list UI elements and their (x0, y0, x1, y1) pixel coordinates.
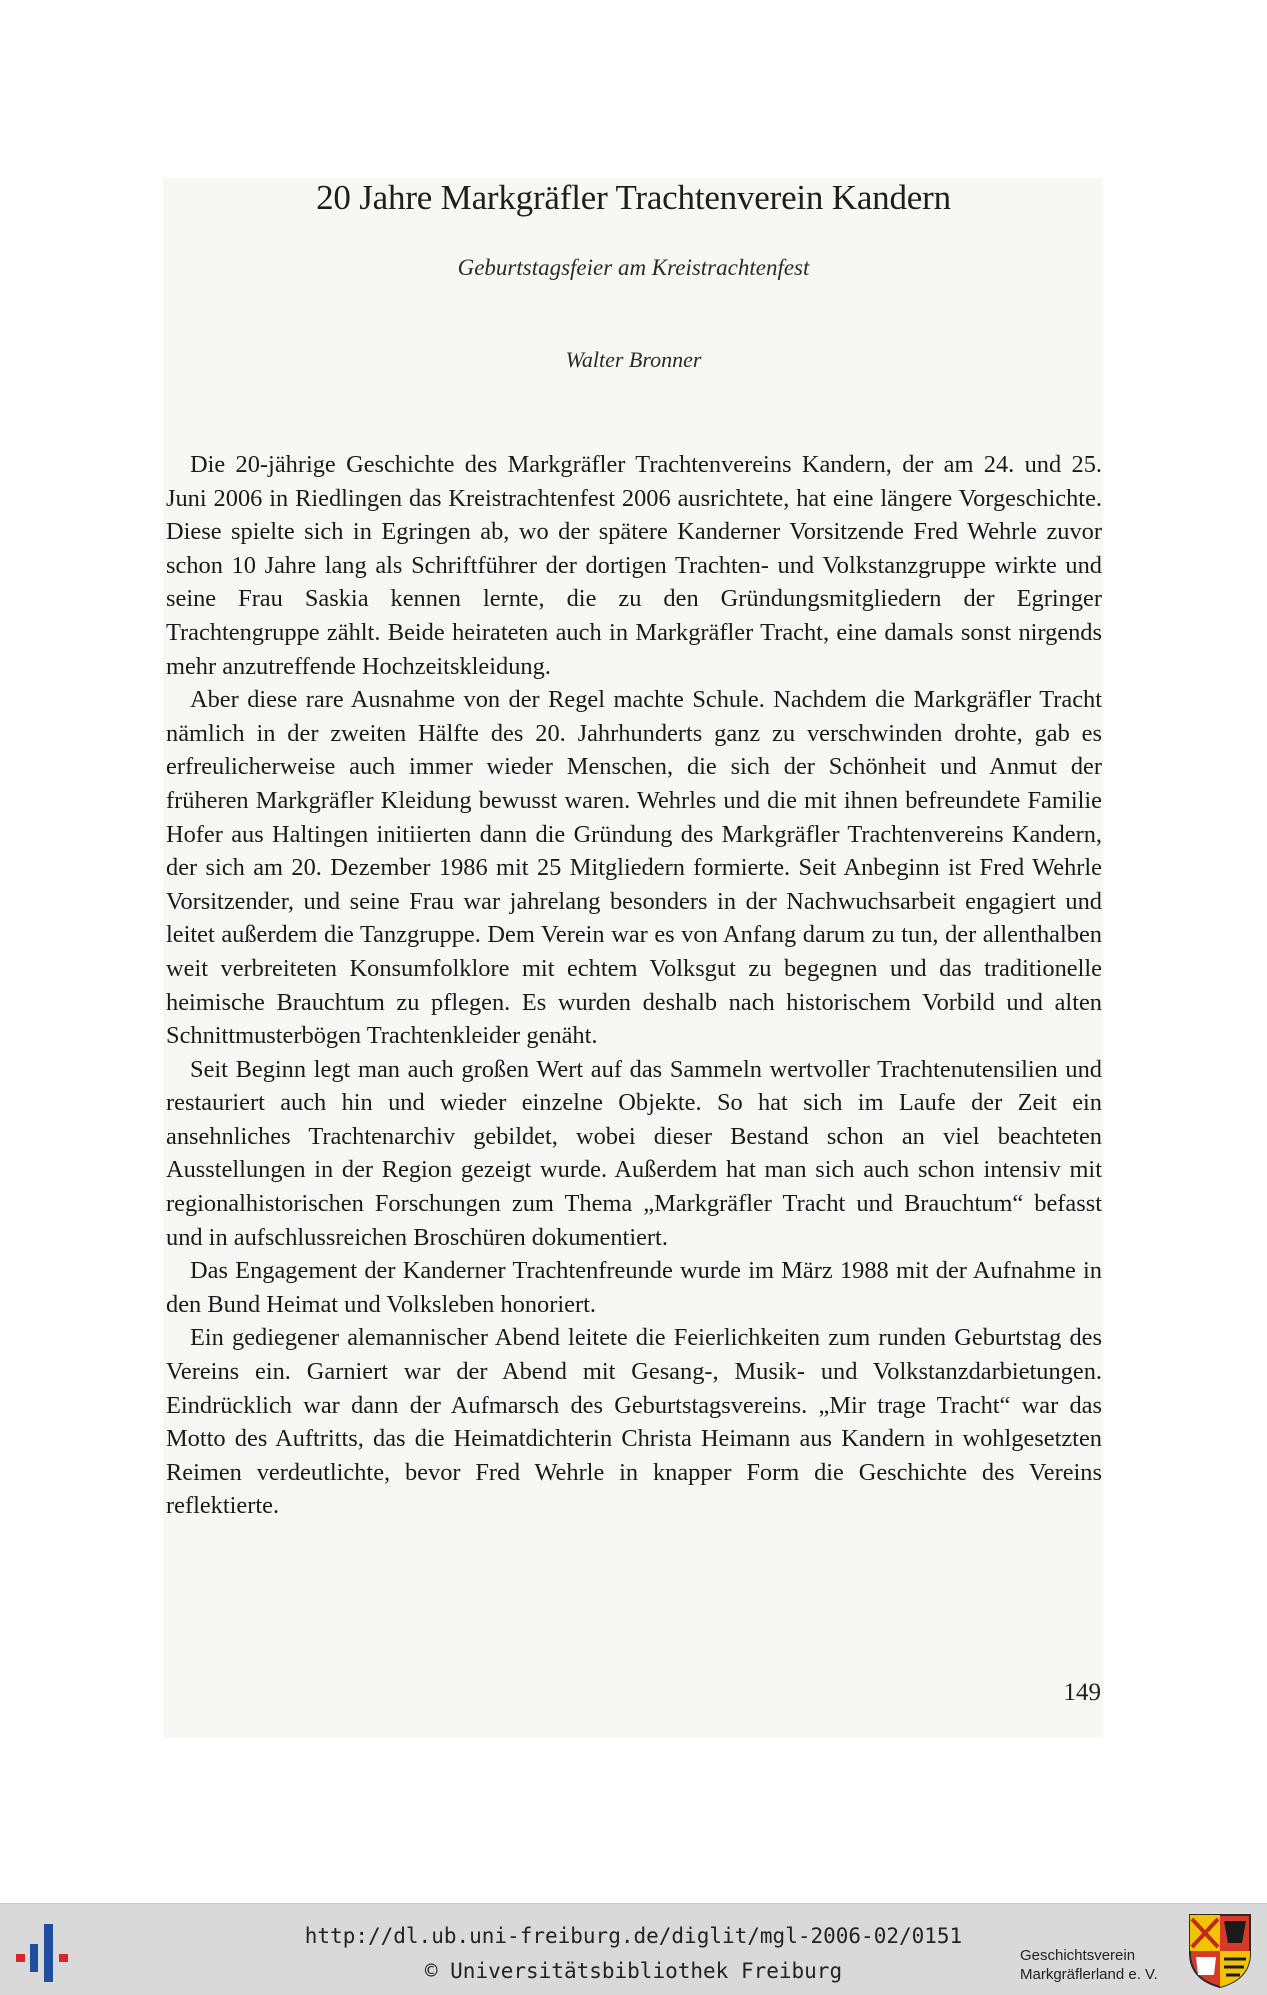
society-name-line1: Geschichtsverein (1020, 1947, 1136, 1964)
article-body (166, 448, 1102, 1523)
copyright-notice: © Universitätsbibliothek Freiburg (424, 1959, 843, 1983)
article-title: 20 Jahre Markgräfler Trachtenverein Kandern (316, 178, 951, 217)
paragraph: Die 20-jährige Geschichte des Markgräfler Trachtenvereins Kandern, der am 24. und 25. Juni 2006 in Riedlingen das Kreistrachtenfest 2006 ausrichtete, hat eine längere Vorgeschichte. Diese spielte sich in Egringen ab, wo der spätere Kanderner Vorsitzende Fred Wehrle zuvor schon 10 Jahre lang als Schriftführer der dortigen Trachten- und Volkstanzgruppe wirkte und seine Frau Saskia kennen lernte, die zu den Gründungsmitgliedern der Egringer Trachtengruppe zählt. Beide heirateten auch in Markgräfler Tracht, eine damals sonst nirgends mehr anzutreffende Hochzeitskleidung. (166, 451, 1102, 680)
document-url-link[interactable]: http://dl.ub.uni-freiburg.de/diglit/mgl-2006-02/0151 (304, 1924, 963, 1948)
article-subtitle: Geburtstagsfeier am Kreistrachtenfest (457, 255, 810, 280)
paragraph: Das Engagement der Kanderner Trachtenfreunde wurde im März 1988 mit der Aufnahme in den Bund Heimat und Volksleben honoriert. (166, 1257, 1102, 1318)
society-name (1020, 1946, 1158, 1984)
paragraph: Ein gediegener alemannischer Abend leitete die Feierlichkeiten zum runden Geburtstag des Vereins ein. Garniert war der Abend mit Gesang-, Musik- und Volkstanzdarbietungen. Eindrücklich war dann der Aufmarsch des Geburtstagsvereins. „Mir trage Tracht“ war das Motto des Auftritts, das die Heimatdichterin Christa Heimann aus Kandern in wohlgesetzten Reimen verdeutlichte, bevor Fred Wehrle in knapper Form die Geschichte des Vereins reflektierte. (166, 1324, 1102, 1520)
footer-bar (0, 1903, 1267, 1995)
coat-of-arms-icon[interactable] (1188, 1913, 1252, 1989)
page-number: 149 (1063, 1679, 1101, 1706)
society-name-line2: Markgräflerland e. V. (1020, 1966, 1158, 1983)
paragraph: Seit Beginn legt man auch großen Wert auf das Sammeln wertvoller Trachtenutensilien und restauriert auch hin und wieder einzelne Objekte. So hat sich im Laufe der Zeit ein ansehnliches Trachtenarchiv gebildet, wobei dieser Bestand schon an viel beachteten Ausstellungen in der Region gezeigt wurde. Außerdem hat man sich auch schon intensiv mit regionalhistorischen Forschungen zum Thema „Markgräfler Tracht und Brauchtum“ befasst und in aufschlussreichen Broschüren dokumentiert. (166, 1055, 1102, 1251)
paragraph: Aber diese rare Ausnahme von der Regel machte Schule. Nachdem die Markgräfler Tracht nämlich in der zweiten Hälfte des 20. Jahrhunderts ganz zu verschwinden drohte, gab es erfreulicherweise auch immer wieder Menschen, die sich der Schönheit und Anmut der früheren Markgräfler Kleidung bewusst waren. Wehrles und die mit ihnen befreundete Familie Hofer aus Haltingen initiierten dann die Gründung des Markgräfler Trachtenvereins Kandern, der sich am 20. Dezember 1986 mit 25 Mitgliedern formierte. Seit Anbeginn ist Fred Wehrle Vorsitzender, und seine Frau war jahrelang besonders in der Nachwuchsarbeit engagiert und leitet außerdem die Tanzgruppe. Dem Verein war es von Anfang darum zu tun, der allenthalben weit verbreiteten Konsumfolklore mit echtem Volksgut zu begegnen und das traditionelle heimische Brauchtum zu pflegen. Es wurden deshalb nach historischem Vorbild und alten Schnittmusterbögen Trachtenkleider genäht. (166, 686, 1102, 1050)
article-author: Walter Bronner (565, 347, 702, 372)
